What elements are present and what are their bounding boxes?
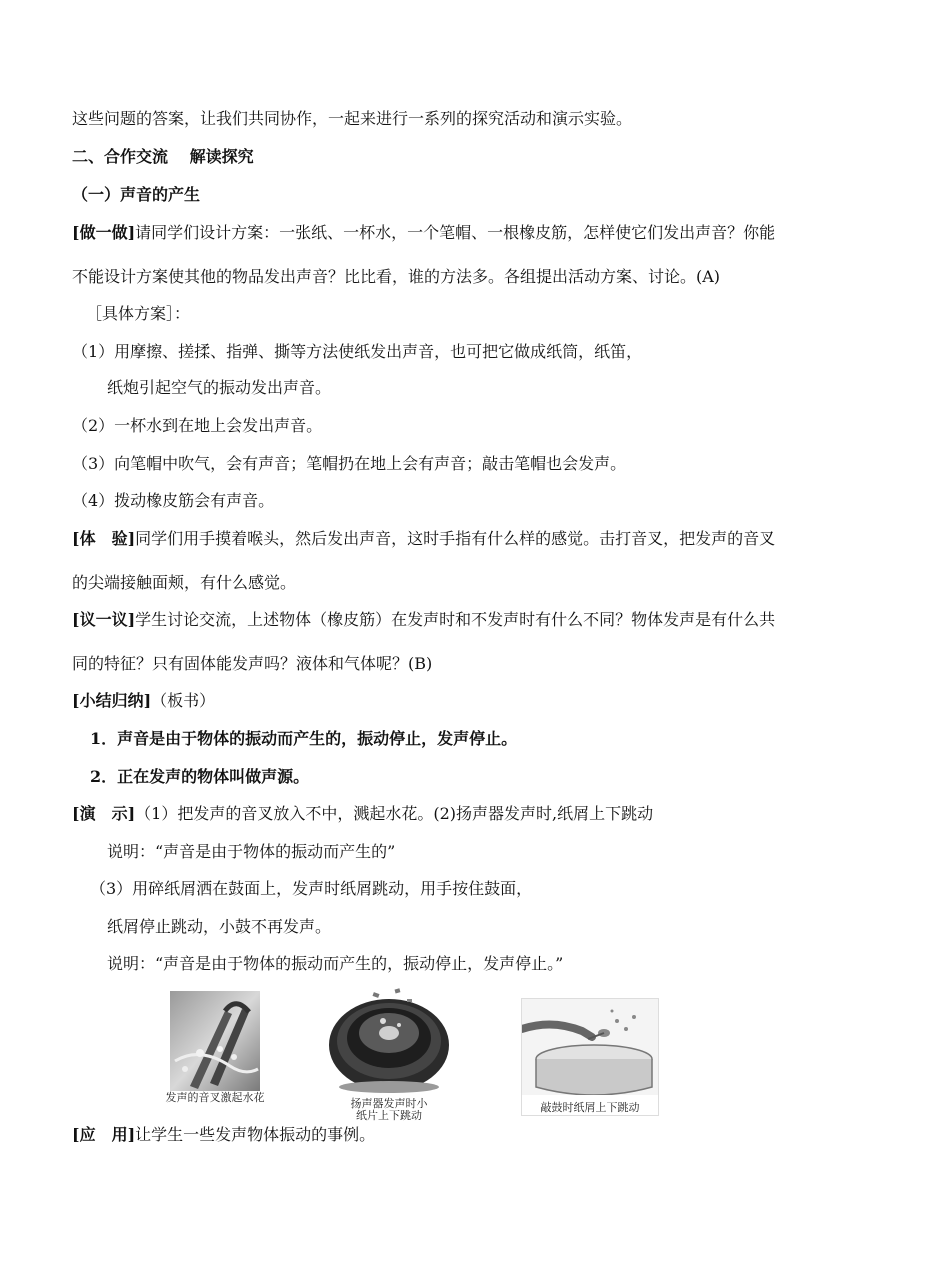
summary-point-1: 1．声音是由于物体的振动而产生的，振动停止，发声停止。 <box>90 729 518 748</box>
summary-tag: [小结归纳] <box>72 691 152 710</box>
discuss-line-2: 同的特征？只有固体能发声吗？液体和气体呢？(B) <box>72 654 433 673</box>
plan-title: ［具体方案］： <box>86 304 191 323</box>
plan-item-2: （2）一杯水到在地上会发出声音。 <box>72 416 323 435</box>
summary-point-2: 2．正在发声的物体叫做声源。 <box>90 767 310 786</box>
plan-item-3: （3）向笔帽中吹气，会有声音；笔帽扔在地上会有声音；敲击笔帽也会发声。 <box>72 454 627 473</box>
doit-tag: [做一做] <box>72 223 136 242</box>
plan-item-4: （4）拨动橡皮筋会有声音。 <box>72 491 275 510</box>
demo-text-1: （1）把发声的音叉放入不中，溅起水花。(2)扬声器发声时,纸屑上下跳动 <box>135 804 654 823</box>
doit-line-1 <box>72 222 775 244</box>
subsection-heading: （一）声音的产生 <box>72 185 201 204</box>
demo-note-1: 说明：“声音是由于物体的振动而产生的” <box>107 842 396 861</box>
exp-line-2: 的尖端接触面颊，有什么感觉。 <box>72 573 297 592</box>
intro-line: 这些问题的答案，让我们共同协作，一起来进行一系列的探究活动和演示实验。 <box>72 109 633 128</box>
drum-caption: 敲鼓时纸屑上下跳动 <box>540 1101 640 1114</box>
apply-tag: [应 用] <box>72 1125 136 1144</box>
apply-line <box>72 1124 375 1146</box>
demo-item-3b: 纸屑停止跳动，小鼓不再发声。 <box>107 917 332 936</box>
demo-item-3a: （3）用碎纸屑洒在鼓面上，发声时纸屑跳动，用手按住鼓面， <box>90 879 533 898</box>
drum-image <box>521 998 659 1116</box>
exp-line-1 <box>72 528 775 550</box>
summary-note: （板书） <box>151 691 216 710</box>
demo-line-1 <box>72 803 653 825</box>
speaker-caption-1: 扬声器发声时小 <box>350 1097 428 1110</box>
tuning-fork-caption: 发声的音叉激起水花 <box>165 1091 265 1104</box>
demo-tag: [演 示] <box>72 804 136 823</box>
discuss-text-1: 学生讨论交流，上述物体（橡皮筋）在发声时和不发声时有什么不同？物体发声是有什么共 <box>135 610 776 629</box>
discuss-tag: [议一议] <box>72 610 136 629</box>
exp-tag: [体 验] <box>72 529 136 548</box>
demo-note-2: 说明：“声音是由于物体的振动而产生的，振动停止，发声停止。” <box>107 954 564 973</box>
plan-item-1a: （1）用摩擦、搓揉、指弹、撕等方法使纸发出声音，也可把它做成纸筒，纸笛， <box>72 342 643 361</box>
speaker-image <box>325 983 453 1095</box>
doit-line-2: 不能设计方案使其他的物品发出声音？比比看，谁的方法多。各组提出活动方案、讨论。(A) <box>72 267 721 286</box>
summary-line <box>72 690 215 712</box>
doit-text-1: 请同学们设计方案：一张纸、一杯水，一个笔帽、一根橡皮筋，怎样使它们发出声音？你能 <box>135 223 776 242</box>
plan-item-1b: 纸炮引起空气的振动发出声音。 <box>107 378 332 397</box>
section-heading: 二、合作交流 解读探究 <box>72 147 254 166</box>
discuss-line-1 <box>72 609 775 631</box>
tuning-fork-image <box>170 991 260 1091</box>
speaker-caption-2: 纸片上下跳动 <box>356 1109 422 1122</box>
exp-text-1: 同学们用手摸着喉头，然后发出声音，这时手指有什么样的感觉。击打音叉，把发声的音叉 <box>135 529 776 548</box>
apply-text: 让学生一些发声物体振动的事例。 <box>135 1125 376 1144</box>
